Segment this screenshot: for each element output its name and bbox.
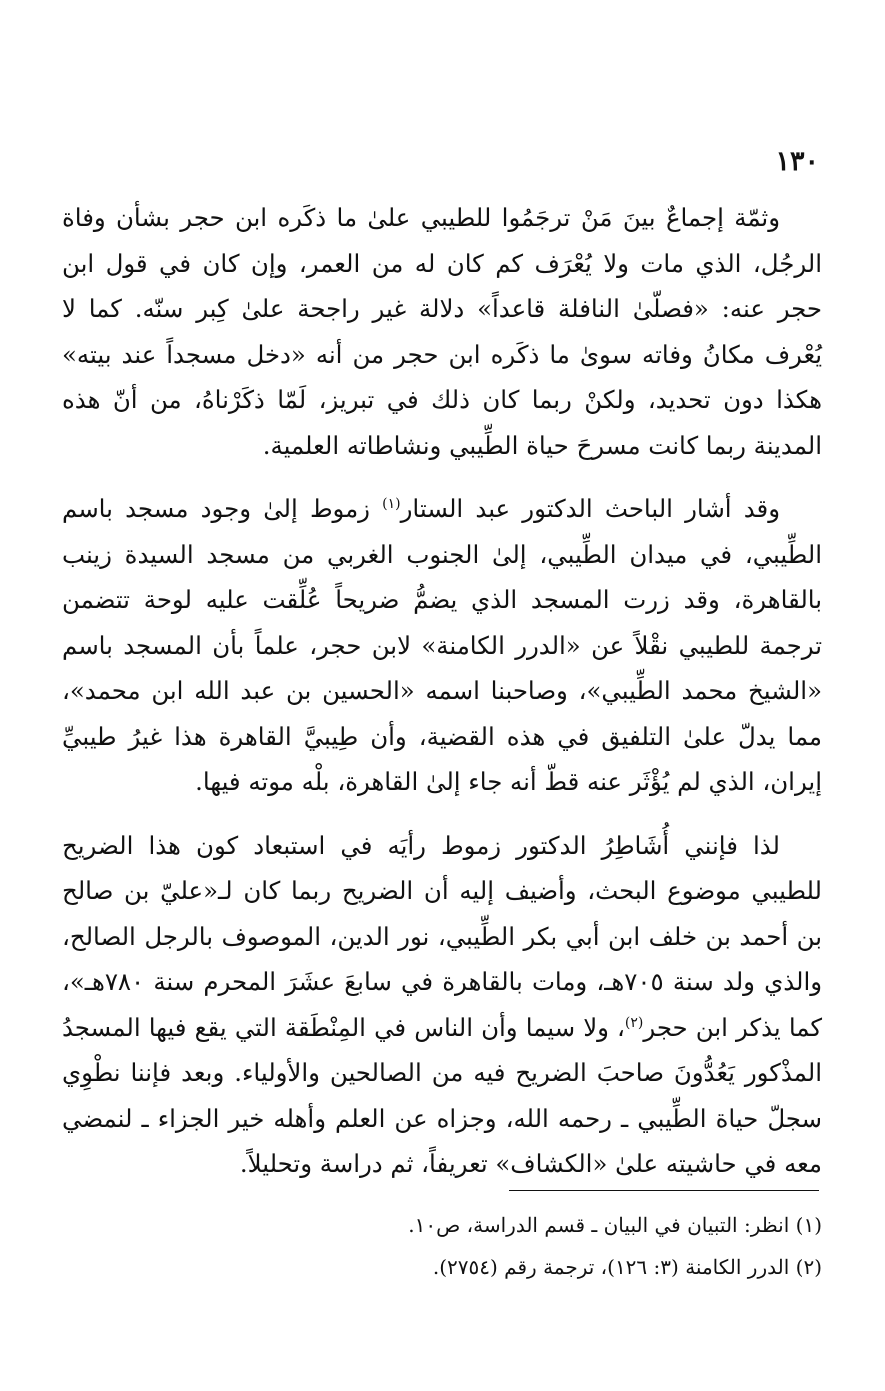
paragraph-text: وقد أشار الباحث الدكتور عبد الستار — [400, 494, 780, 523]
paragraph-text: وثمّة إجماعٌ بينَ مَنْ ترجَمُوا للطيبي علىٰ ما ذكَره ابن حجر بشأن وفاة الرجُل، الذي مات ولا يُعْرَف كم كان له من العمر، وإن كان في قول ابن حجر عنه: «فصلّىٰ النافلة قاعداً» دلالة غير راجحة علىٰ كِبر سنّه. كما لا يُعْرف مكانُ وفاته سوىٰ ما ذكَره ابن حجر من أنه «دخل مسجداً عند بيته» هكذا دون تحديد، ولكنْ ربما كان ذلك في تبريز، لَمّا ذكَرْناهُ، من أنّ هذه المدينة ربما كانت مسرحَ حياة الطِّيبي ونشاطاته العلمية. — [62, 203, 822, 460]
footnote-divider — [509, 1190, 819, 1191]
footnote-mark[interactable]: (١) — [382, 495, 401, 512]
page-number: ١٣٠ — [775, 146, 819, 177]
paragraph — [62, 823, 822, 1187]
paragraph — [62, 195, 822, 468]
body-text — [62, 195, 822, 1187]
paragraph-text: زموط إلىٰ وجود مسجد باسم الطِّيبي، في ميدان الطِّيبي، إلىٰ الجنوب الغربي من مسجد السيدة زينب بالقاهرة، وقد زرت المسجد الذي يضمُّ ضريحاً عُلِّقت عليه لوحة تتضمن ترجمة للطيبي نقْلاً عن «الدرر الكامنة» لابن حجر، علماً بأن المسجد باسم «الشيخ محمد الطِّيبي»، وصاحبنا اسمه «الحسين بن عبد الله ابن محمد»، مما يدلّ علىٰ التلفيق في هذه القضية، وأن طِيبيَّ القاهرة هذا غيرُ طيبيِّ إيران، الذي لم يُؤْثَر عنه قطّ أنه جاء إلىٰ القاهرة، بلْه موته فيها. — [62, 494, 822, 796]
footnote-mark[interactable]: (٢) — [624, 1014, 644, 1031]
footnote: (٢) الدرر الكامنة (٣: ١٢٦)، ترجمة رقم (٢٧٥٤). — [432, 1255, 822, 1279]
footnote: (١) انظر: التبيان في البيان ـ قسم الدراسة، ص١٠. — [408, 1213, 822, 1237]
paragraph — [62, 486, 822, 805]
paragraph-text: لذا فإنني أُشَاطِرُ الدكتور زموط رأيَه في استبعاد كون هذا الضريح للطيبي موضوع البحث، وأضيف إليه أن الضريح ربما كان لـ«عليّ بن صالح بن أحمد بن خلف ابن أبي بكر الطِّيبي، نور الدين، الموصوف بالرجل الصالح، والذي ولد سنة ٧٠٥هـ، ومات بالقاهرة في سابعَ عشَرَ المحرم سنة ٧٨٠هـ»، كما يذكر ابن حجر — [62, 830, 822, 1042]
paragraph-text: ، ولا سيما وأن الناس في المِنْطَقة التي يقع فيها المسجدُ المذْكور يَعُدُّونَ صاحبَ الضريح فيه من الصالحين والأولياء. وبعد فإننا نطْوِي سجلّ حياة الطِّيبي ـ رحمه الله، وجزاه عن العلم وأهله خير الجزاء ـ لنمضي معه في حاشيته علىٰ «الكشاف» تعريفاً، ثم دراسة وتحليلاً. — [62, 1012, 822, 1178]
footnotes — [62, 1204, 822, 1288]
